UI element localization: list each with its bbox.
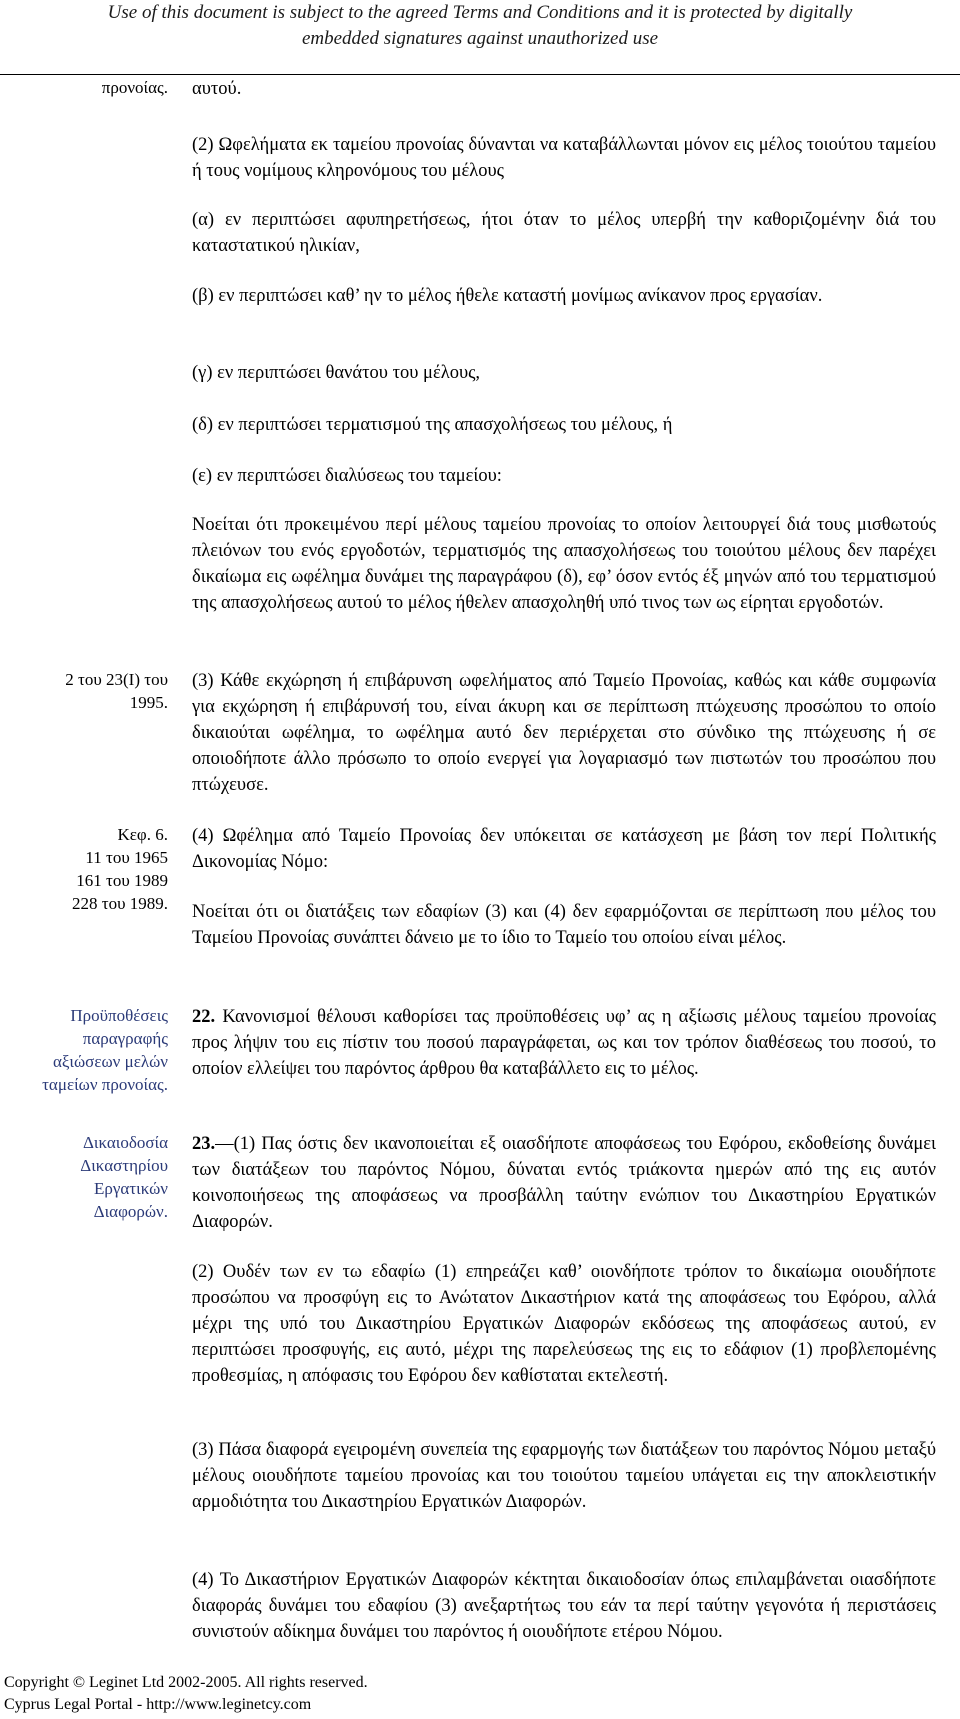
margin-note-section-22: Προϋποθέσεις παραγραφής αξιώσεων μελών ταμείων προνοίας.: [42, 1006, 168, 1094]
section-23-3: (3) Πάσα διαφορά εγειρομένη συνεπεία της εφαρμογής των διατάξεων του παρόντος Νόμου μεταξύ μέλους οιουδήποτε ταμείου προνοίας και του τοιούτου ταμείου υπάγεται εις την αποκλειστικήν αρμοδιότητα του Δικαστηρίου Εργατικών Διαφορών.: [192, 1440, 936, 1512]
margin-ref-cap-6: Κεφ. 6. 11 του 1965 161 του 1989 228 του 1989.: [72, 825, 168, 913]
section-22-number: 22.: [192, 1007, 216, 1027]
paragraph-e: (ε) εν περιπτώσει διαλύσεως του ταμείου:: [192, 466, 502, 486]
proviso-1: Νοείται ότι προκειμένου περί μέλους ταμείου προνοίας το οποίον λειτουργεί διά τους μισθωτούς πλειόνων του ενός εργοδοτών, τερματισμός της απασχολήσεως του τοιούτου μέλους δεν παρέχει δικαίωμα εις ωφέλημα δυνάμει της παραγράφου (δ), εφ’ όσον εντός έξ μηνών από του τερματισμού της απασχολήσεως αυτού το μέλος ήθελεν απασχοληθή υπό τινος των ως είρηται εργοδοτών.: [192, 515, 936, 613]
section-22: [192, 1004, 936, 1082]
protection-notice-header: [0, 0, 960, 52]
margin-ref-law-23-1995: 2 του 23(I) του 1995.: [65, 670, 168, 712]
section-23-1: [192, 1131, 936, 1235]
proviso-2: Νοείται ότι οι διατάξεις των εδαφίων (3) και (4) δεν εφαρμόζονται σε περίπτωση που μέλος του Ταμείου Προνοίας συνάπτει δάνειο με το ίδιο το Ταμείο του οποίου είναι μέλος.: [192, 902, 936, 948]
paragraph-2: (2) Ωφελήματα εκ ταμείου προνοίας δύνανται να καταβάλλωνται μόνον εις μέλος τοιούτου ταμείου ή τους νομίμους κληρονόμους του μέλους: [192, 135, 936, 181]
header-line-2: embedded signatures against unauthorized use: [301, 28, 659, 49]
margin-note-section-23: Δικαιοδοσία Δικαστηρίου Εργατικών Διαφορών.: [80, 1133, 168, 1221]
paragraph-a: (α) εν περιπτώσει αφυπηρετήσεως, ήτοι όταν το μέλος υπερβή την καθοριζομένην διά του καταστατικού ηλικίαν,: [192, 210, 936, 256]
paragraph-4: (4) Ωφέλημα από Ταμείο Προνοίας δεν υπόκειται σε κατάσχεση με βάση τον περί Πολιτικής Δικονομίας Νόμο:: [192, 826, 936, 872]
footer-portal-link[interactable]: Cyprus Legal Portal - http://www.leginetcy.com: [4, 1696, 312, 1713]
paragraph-b: (β) εν περιπτώσει καθ’ ην το μέλος ήθελε καταστή μονίμως ανίκανον προς εργασίαν.: [192, 286, 823, 306]
section-22-text: Κανονισμοί θέλουσι καθορίσει τας προϋποθέσεις υφ’ ας η αξίωσις μέλους ταμείου προνοίας προς λήψιν του εις πίστιν του ποσού παραγράφεται, ως και τον τρόπον διαθέσεως του ποσού, το οποίον ελλείψει του παρόντος άρθρου θα καταβάλλετο εις το μέλος.: [192, 1007, 936, 1079]
paragraph-c: (γ) εν περιπτώσει θανάτου του μέλους,: [192, 363, 481, 383]
paragraph-3: (3) Κάθε εκχώρηση ή επιβάρυνση ωφελήματος από Ταμείο Προνοίας, καθώς και κάθε συμφωνία για εκχώρηση ή επιβάρυνσή του, είναι άκυρη και σε περίπτωση πτώχευσης προσώπου το οποίο δικαιούται ωφέλημα, το ωφέλημα αυτό δεν περιέρχεται στο σύνδικο της πτώχευσης ή σε οποιοδήποτε άλλο πρόσωπο το οποίο ενεργεί για λογαριασμό των πιστωτών του προσώπου που πτώχευσε.: [192, 671, 936, 795]
footer-copyright: Copyright © Leginet Ltd 2002-2005. All rights reserved.: [4, 1674, 368, 1691]
section-23-2: (2) Ουδέν των εν τω εδαφίω (1) επηρεάζει καθ’ οιονδήποτε τρόπον το δικαίωμα οιουδήποτε προσώπου να προσφύγη εις το Ανώτατον Δικαστήριον κατά της αποφάσεως του Εφόρου, αλλά μέχρι της υπό του Δικαστηρίου Εργατικών Διαφορών εκδόσεως της αποφάσεως αυτού, εν περιπτώσει προσφυγής, εις αυτό, μέχρι της παρελεύσεως της εις το εδάφιον (1) προβλεπομένης προθεσμίας, η απόφασις του Εφόρου δεν καθίσταται εκτελεστή.: [192, 1262, 936, 1386]
header-divider: [0, 74, 960, 75]
section-23-number: 23.: [192, 1134, 216, 1154]
paragraph-d: (δ) εν περιπτώσει τερματισμού της απασχολήσεως του μέλους, ή: [192, 415, 673, 435]
section-23-text: —(1) Πας όστις δεν ικανοποιείται εξ οιασδήποτε αποφάσεως του Εφόρου, εκδοθείσης δυνάμει των διατάξεων του παρόντος Νόμου, δύναται εντός τριάκοντα ημερών από της εις αυτόν κοινοποιήσεως της αποφάσεως να προσβάλλη ταύτην ενώπιον του Δικαστηρίου Εργατικών Διαφορών.: [192, 1134, 936, 1232]
body-fragment: αυτού.: [192, 79, 242, 99]
header-line-1: Use of this document is subject to the agreed Terms and Conditions and it is protected by digitally: [107, 2, 853, 23]
section-23-4: (4) Το Δικαστήριον Εργατικών Διαφορών κέκτηται δικαιοδοσίαν όπως επιλαμβάνεται οιασδήποτε διαφοράς δυνάμει του εδαφίου (3) ανεξαρτήτως του εάν τα περί ταύτην γεγονότα ή περιστάσεις συνιστούν αδίκημα δυνάμει του παρόντος ή οιουδήποτε ετέρου Νόμου.: [192, 1570, 936, 1642]
margin-fragment: προνοίας.: [101, 78, 168, 97]
